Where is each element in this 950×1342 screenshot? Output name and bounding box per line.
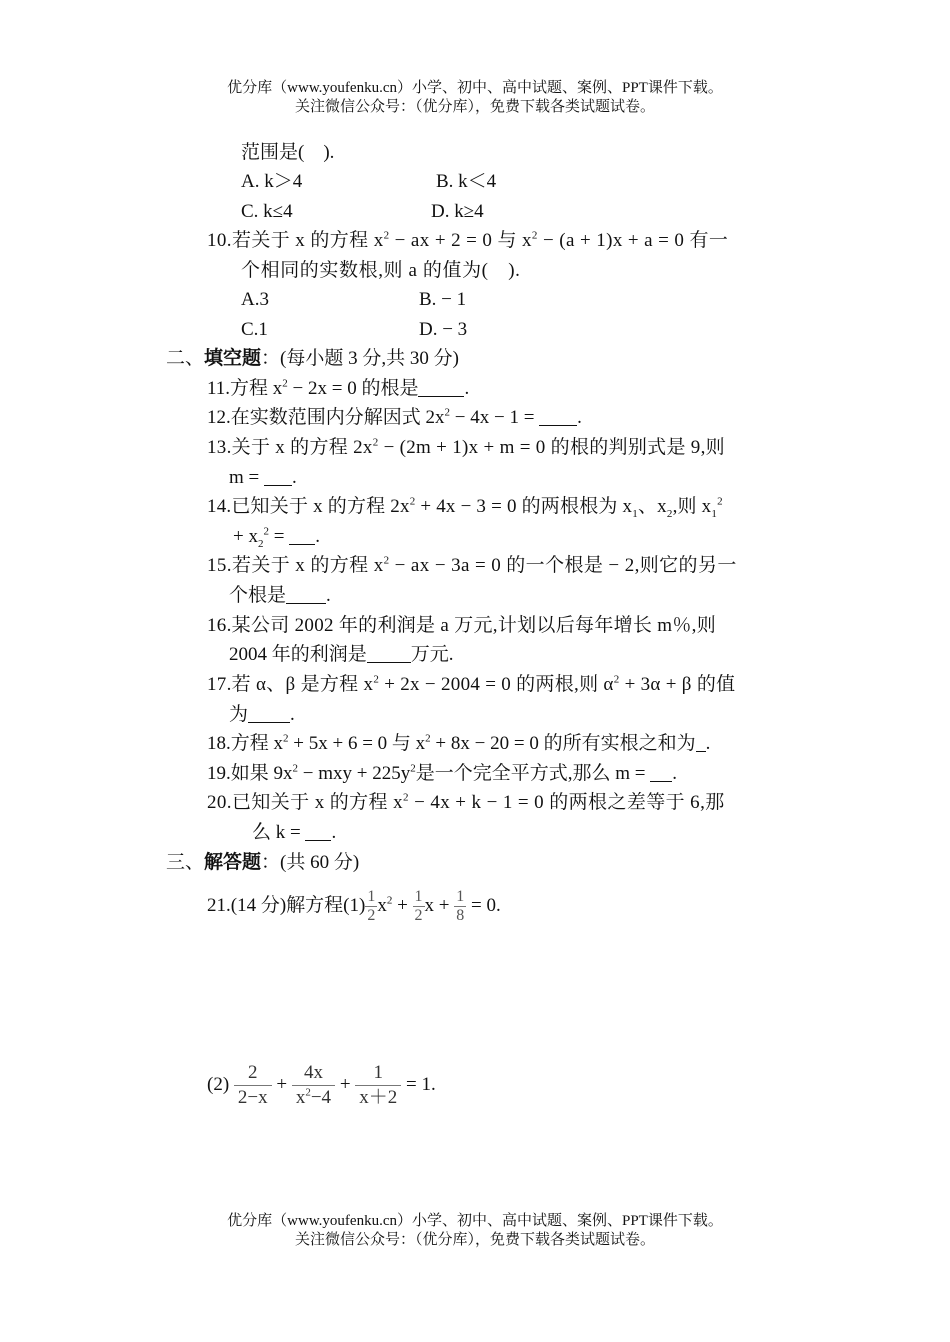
q20-line-1: 20.已知关于 x 的方程 $x^2 - 4x + k - 1 = 0$ 的两根之差等于 6,那 bbox=[207, 791, 725, 813]
fraction-2-over-2-minus-x: $\frac{2}{2-x}$ bbox=[234, 1061, 272, 1110]
section-fill-in-heading: 二、填空题：(每小题 3 分,共 30 分) bbox=[166, 348, 459, 369]
q12: 12.在实数范围内分解因式 $2x^2 - 4x - 1$ = . bbox=[207, 406, 582, 428]
q15-line-2: 个根是 . bbox=[229, 585, 331, 606]
q13-line-1: 13.关于 x 的方程 $2x^2 - (2m + 1)x + m = 0$ 的根的判别式是 9,则 bbox=[207, 436, 725, 458]
q16-line-1: 16.某公司 2002 年的利润是 a 万元,计划以后每年增长 m％,则 bbox=[207, 615, 717, 636]
fraction-4x-over-x2-minus-4: $\frac{4x}{x^2-4}$ bbox=[292, 1061, 335, 1110]
q10-option-b: B. − 1 bbox=[419, 289, 467, 310]
header-line-1: 优分库（www.youfenku.cn）小学、初中、高中试题、案例、PPT课件下载。 bbox=[227, 80, 723, 96]
answer-blank bbox=[248, 705, 290, 723]
q11: 11.方程 $x^2 - 2x = 0$ 的根是 . bbox=[207, 377, 470, 399]
q15-line-1: 15.若关于 x 的方程 $x^2$ − ax − 3a = 0 的一个根是 − 2,则它的另一 bbox=[207, 554, 737, 576]
q14-line-2: + $x_2^2$ = . bbox=[233, 525, 320, 550]
q9-option-a: A. k＞4 bbox=[241, 171, 303, 192]
answer-blank bbox=[264, 468, 292, 486]
answer-blank bbox=[305, 823, 331, 841]
q10-option-c: C.1 bbox=[241, 319, 268, 340]
footer-line-2: 关注微信公众号：（优分库），免费下载各类试题试卷。 bbox=[294, 1232, 655, 1248]
q10-option-d: D. − 3 bbox=[419, 319, 468, 340]
answer-blank bbox=[418, 379, 464, 397]
q21-part-1: 21.(14 分)解方程(1) $\frac{1}{2}$ $x^2$ + $\frac{1}{2}$ x + $\frac{1}{8}$ = 0. bbox=[207, 888, 501, 925]
fraction-one-half: $\frac{1}{2}$ bbox=[414, 888, 423, 925]
q10-line-1: 10.若关于 x 的方程 $x^2$ − ax + 2 = 0 与 $x^2 - (a + 1)x + a = 0$ 有一 bbox=[207, 229, 729, 251]
q19: 19.如果 $9x^2$ − mxy + $225y^2$是一个完全平方式,那么 m = . bbox=[207, 762, 677, 784]
answer-blank bbox=[539, 408, 577, 426]
section-answer-heading: 三、解答题：(共 60 分) bbox=[166, 852, 360, 873]
q9-option-b: B. k＜4 bbox=[436, 171, 497, 192]
q14-line-1: 14.已知关于 x 的方程 $2x^2 + 4x - 3 = 0$ 的两根根为 $x_1$、$x_2$,则 $x_1^2$ bbox=[207, 495, 723, 520]
q20-line-2: 么 k = . bbox=[252, 822, 337, 843]
footer-line-1: 优分库（www.youfenku.cn）小学、初中、高中试题、案例、PPT课件下载。 bbox=[227, 1213, 723, 1229]
answer-blank bbox=[367, 645, 411, 663]
q21-part-2: (2) $\frac{2}{2-x}$ + $\frac{4x}{x^2-4}$ + $\frac{1}{x+2}$ = 1. bbox=[207, 1062, 436, 1109]
fraction-one-half: $\frac{1}{2}$ bbox=[367, 888, 376, 925]
q16-line-2: 2004 年的利润是 万元. bbox=[229, 644, 454, 665]
q17-line-2: 为 . bbox=[229, 704, 295, 725]
q9-option-d: D. k≥4 bbox=[431, 201, 484, 222]
q9-continuation: 范围是( ). bbox=[241, 142, 335, 163]
fraction-one-eighth: $\frac{1}{8}$ bbox=[456, 888, 465, 925]
q10-option-a: A.3 bbox=[241, 289, 269, 310]
answer-blank bbox=[289, 527, 315, 545]
q17-line-1: 17.若 α、β 是方程 $x^2 + 2x - 2004 = 0$ 的两根,则 $\alpha^2 + 3\alpha + \beta$ 的值 bbox=[207, 673, 736, 695]
answer-blank bbox=[650, 764, 672, 782]
q9-option-c: C. k≤4 bbox=[241, 201, 293, 222]
answer-blank bbox=[286, 586, 326, 604]
q10-line-2: 个相同的实数根,则 a 的值为( ). bbox=[241, 260, 521, 281]
q13-line-2: m = . bbox=[229, 467, 297, 488]
fraction-1-over-x-plus-2: $\frac{1}{x+2}$ bbox=[355, 1061, 401, 1110]
answer-blank bbox=[696, 734, 706, 752]
q18: 18.方程 $x^2 + 5x + 6 = 0$ 与 $x^2 + 8x - 20 = 0$ 的所有实根之和为 . bbox=[207, 732, 711, 754]
header-line-2: 关注微信公众号：（优分库），免费下载各类试题试卷。 bbox=[294, 99, 655, 115]
